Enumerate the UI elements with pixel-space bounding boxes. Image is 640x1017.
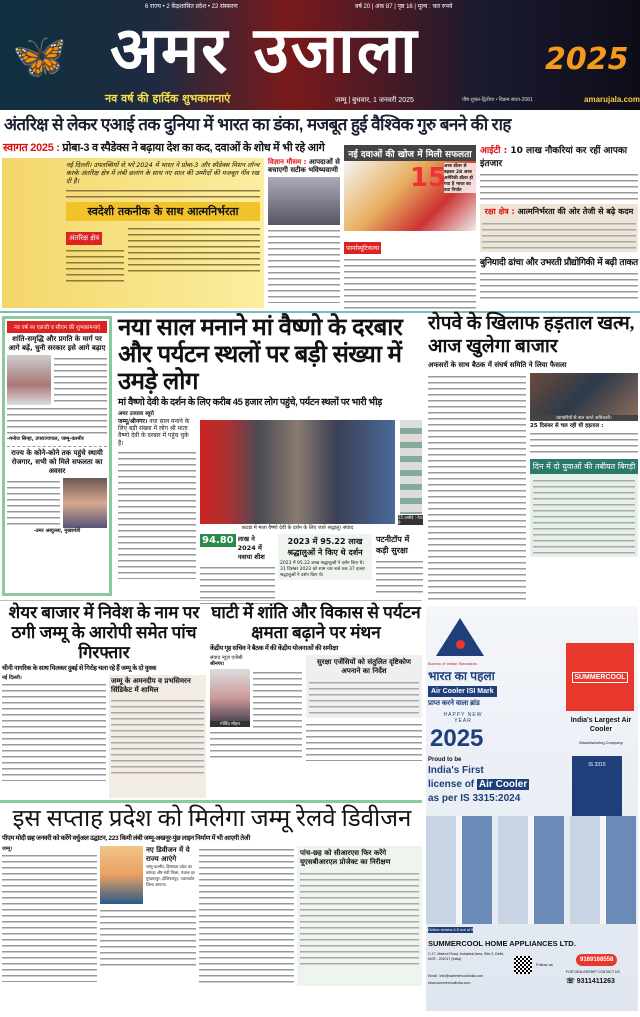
top-headline: अंतरिक्ष से लेकर एआई तक दुनिया में भारत का डंका, मजबूत हुई वैश्विक गुरु बनने की राह bbox=[4, 115, 511, 134]
ad-hindi2: प्राप्त करने वाला ब्रांड bbox=[428, 700, 480, 707]
share-subhead: चीनी नागरिक के साथ मिलकर दुबई से गिरोह चला रहे हैं जम्मू के दो युवक bbox=[2, 665, 157, 672]
year-badge: 2025 bbox=[545, 42, 629, 77]
share-story bbox=[2, 603, 206, 798]
it-column bbox=[480, 143, 638, 310]
banner: स्वदेशी तकनीक के साथ आत्मनिर्भरता bbox=[66, 202, 260, 221]
ad-tagline2: Manufacturing Company bbox=[579, 740, 623, 745]
new-division-title: नए डिवीजन में ये राज्य आएंगे bbox=[146, 846, 190, 863]
weather-label: विज्ञान मौसम : bbox=[268, 158, 307, 166]
calendar: पौष शुक्ल-द्वितीया • विक्रम संवत-2081 bbox=[462, 97, 533, 103]
summercool-ad[interactable] bbox=[426, 606, 638, 1011]
photo-caption: कटड़ा में माता वैष्णो देवी के दर्शन के लिए जाते श्रद्धालु। संवाद bbox=[241, 525, 354, 531]
kicker-label: स्वागत 2025 : bbox=[3, 142, 60, 154]
home-secy-photo bbox=[210, 669, 250, 727]
weather-photo bbox=[268, 177, 340, 225]
space-tag: अंतरिक्ष क्षेत्र bbox=[66, 232, 102, 245]
share-dateline: नई दिल्ली। bbox=[2, 675, 22, 681]
bis-label: Bureau of Indian Standards bbox=[428, 661, 477, 666]
infra-title: बुनियादी ढांचा और उभरती प्रौद्योगिकी में बढ़ी ताकत bbox=[480, 258, 638, 268]
weather-column bbox=[268, 158, 340, 308]
crs-title: पांच-छह को सीआरएस फिर करेंगे यूएसबीआरएल प्रोजेक्ट का निरीक्षण bbox=[300, 849, 391, 866]
dealer-label: FOR DEALERSHIP CONTACT US bbox=[566, 970, 620, 974]
lg-sign: -मनोज सिन्हा, उपराज्यपाल, जम्मू-कश्मीर bbox=[7, 436, 84, 442]
ropeway-story bbox=[428, 312, 638, 602]
rail-headline: इस सप्ताह प्रदेश को मिलेगा जम्मू रेलवे डिवीजन bbox=[12, 806, 412, 832]
lead-body bbox=[118, 418, 423, 608]
phone-icon: ☏ bbox=[566, 978, 575, 985]
company-web[interactable]: www.summercoolindia.com bbox=[428, 981, 471, 985]
ad-happy: HAPPY NEW YEAR bbox=[443, 712, 483, 724]
space-text bbox=[66, 187, 260, 199]
dealer-phone-number: 9311411263 bbox=[576, 978, 615, 985]
ad-tagline: India's Largest Air Cooler bbox=[570, 717, 632, 733]
space-panel bbox=[2, 158, 264, 308]
pharma-tag: फार्मास्यूटिकल्स bbox=[344, 242, 381, 254]
it-label: आईटी : bbox=[480, 146, 508, 156]
officials-photo bbox=[530, 373, 638, 415]
youth-box bbox=[530, 459, 638, 557]
coolers-image bbox=[426, 816, 638, 924]
defence-label: रक्षा क्षेत्र : bbox=[484, 207, 515, 216]
rail-subhead: पीएम मोदी छह जनवरी को करेंगे वर्चुअल उद्घाटन, 223 किमी लंबी जम्मू-अखनूर-पुंछ लाइन निर्माण में भी आएगी तेजी bbox=[2, 835, 250, 842]
new-division-box bbox=[146, 846, 196, 904]
ad-product: Air Cooler bbox=[478, 779, 528, 790]
drugs-column bbox=[344, 145, 476, 310]
modi-photo bbox=[100, 846, 143, 904]
lead-text: नया साल मनाने के लिए बड़ी संख्या में लोग श्री माता वैष्णो देवी के दरबार में पहुंच चुके हैं। bbox=[118, 418, 190, 447]
lg-title: शांति-समृद्धि और प्रगति के मार्ग पर आगे बढ़ें, चुनी सरकार इसे आगे बढ़ाए bbox=[8, 335, 106, 352]
stat-number: 94.80 bbox=[202, 535, 234, 546]
drugs-title: नई दवाओं की खोज में मिली सफलता bbox=[344, 145, 476, 162]
pilgrims-photo bbox=[200, 420, 395, 524]
stat-title: लाख ने 2024 में नवाया शीश bbox=[237, 535, 265, 561]
greeting: नव वर्ष की हार्दिक शुभकामनाएं bbox=[105, 92, 231, 105]
ad-mark: Air Cooler ISI Mark bbox=[428, 686, 497, 697]
greetings-header: नव वर्ष पर एलजी व सीएम की शुभकामनाएं bbox=[7, 321, 107, 333]
valley-subhead: केंद्रीय गृह सचिव ने बैठक में की केंद्रीय योजनाओं की समीक्षा bbox=[210, 645, 339, 652]
weather-title: आपदाओं से बचाएगी सटीक भविष्यवाणी bbox=[268, 158, 340, 175]
ropeway-subhead: अफसरों के साथ बैठक में संघर्ष समिति ने लिया फैसला bbox=[428, 361, 567, 369]
ad-license: license of bbox=[428, 779, 475, 790]
follow-label: Follow us bbox=[536, 962, 553, 967]
isi-label: IS 3315 bbox=[588, 762, 606, 768]
box-text: 2023 में 95.22 लाख श्रद्धालुओं ने दर्शन किए थे। 31 दिसंबर 2023 को शाम चार बजे तक 37 हजार श्रद्धालुओं ने दर्शन किए थे। bbox=[280, 561, 365, 578]
security-box bbox=[306, 655, 422, 718]
valley-headline: घाटी में शांति और विकास से पर्यटन क्षमता बढ़ाने पर मंथन bbox=[211, 603, 421, 642]
logo: अमर उजाला bbox=[110, 14, 419, 88]
ropeway-headline: रोपवे के खिलाफ हड़ताल खत्म, आज खुलेगा बाजार bbox=[428, 313, 635, 357]
space-lead: नई दिल्ली। उपलब्धियों से भरे 2024 में भारत ने प्रोबा-3 और स्पैडेक्स मिशन लॉन्च करके अंतरिक्ष क्षेत्र में लंबी छलांग के साथ नए साल की उम्मीदों की मजबूत नींव रख दी है। bbox=[66, 161, 260, 185]
issue-info: वर्ष 20 | अंक 87 | पृष्ठ 16 | मूल्य : चार रुपये bbox=[355, 4, 453, 10]
lead-byline: अमर उजाला ब्यूरो bbox=[118, 411, 154, 417]
website-link[interactable]: amarujala.com bbox=[584, 95, 640, 104]
inset-page bbox=[400, 420, 422, 514]
box-title: 2023 में 95.22 लाख श्रद्धालुओं ने किए थे दर्शन bbox=[287, 537, 363, 557]
lead-headline: नया साल मनाने मां वैष्णो के दरबार और पर्यटन स्थलों पर बड़ी संख्या में उमड़े लोग bbox=[118, 314, 403, 395]
home-secy-caption: गोविंद मोहन bbox=[210, 721, 250, 727]
company-address: C-17, Meerut Road, Industrial Area, Site-3, Delhi-NCR - 201017 (India) bbox=[428, 952, 505, 961]
stat-box bbox=[200, 534, 275, 604]
lead-story bbox=[118, 314, 423, 598]
security-title: सुरक्षा एजेंसियों को संतुलित दृष्टिकोण अपनाने का निर्देश bbox=[317, 658, 411, 675]
defence-title: आत्मनिर्भरता की ओर तेजी से बढ़े कदम bbox=[517, 207, 634, 216]
ad-standard: as per IS 3315:2024 bbox=[428, 793, 521, 804]
rail-story bbox=[2, 805, 422, 1013]
dealer-phone[interactable] bbox=[566, 977, 615, 986]
syndicate-title: जम्मू के अमनदीप व प्रभसिमरन सिंडिकेट में शामिल bbox=[111, 677, 191, 694]
ad-proud: Proud to be bbox=[428, 757, 462, 763]
ad-review: Online review 4.5 out of 5 bbox=[428, 927, 474, 932]
valley-byline: संवाद न्यूज एजेंसी bbox=[210, 655, 243, 661]
ad-year: 2025 bbox=[430, 725, 484, 752]
top-kicker bbox=[3, 141, 324, 155]
ropeway-photo-caption: व्यापारियों से बात करते अधिकारी। bbox=[530, 415, 638, 421]
pilgrim-stats-box bbox=[278, 534, 372, 580]
drugs-caption: अरब डॉलर से बढ़कर 28 अरब अमेरिकी डॉलर हो गया है भारत का दवा निर्यात bbox=[444, 163, 476, 193]
bis-logo-icon bbox=[436, 618, 484, 656]
strike-title: 25 दिसंबर से चल रही थी हड़ताल : bbox=[530, 423, 604, 429]
dateline: जम्मू | बुधवार, 1 जनवरी 2025 bbox=[335, 97, 414, 104]
patnitop-title: पटनीटॉप में कड़ी सुरक्षा bbox=[376, 535, 410, 555]
drugs-number: 15 bbox=[410, 163, 447, 193]
cm-photo bbox=[63, 478, 107, 528]
youth-box-title: दिन में दो युवाओं की तबीयत बिगड़ी bbox=[530, 459, 638, 474]
ad-hindi1: भारत का पहला bbox=[428, 669, 495, 683]
ad-first: India's First bbox=[428, 765, 484, 776]
valley-story bbox=[210, 603, 422, 798]
brand-logo bbox=[566, 643, 634, 711]
valley-dateline: श्रीनगर। bbox=[210, 661, 225, 667]
company-name: SUMMERCOOL HOME APPLIANCES LTD. bbox=[428, 939, 576, 948]
kicker-text: प्रोबा-3 व स्पैडेक्स ने बढ़ाया देश का कद, दवाओं के शोध में भी रहे आगे bbox=[62, 142, 325, 154]
company-email: Email : info@summercoolindia.com bbox=[428, 974, 483, 978]
service-number[interactable]: 9169168558 bbox=[576, 954, 617, 966]
lg-photo bbox=[7, 355, 51, 405]
masthead bbox=[0, 0, 640, 110]
lead-dateline: जम्मू/श्रीनगर। bbox=[118, 418, 148, 425]
patnitop-story bbox=[376, 534, 423, 594]
new-division-text: जम्मू-कश्मीर, हिमाचल प्रदेश का कांगड़ा और मंडी जिला, पंजाब का गुरदासपुर, होशियारपुर, पठानकोट जिला आएगा। bbox=[146, 864, 195, 887]
cm-sign: -उमर अब्दुल्ला, मुख्यमंत्री bbox=[33, 528, 81, 534]
lead-subhead: मां वैष्णो देवी के दर्शन के लिए करीब 45 हजार लोग पहुंचे, पर्यटन स्थलों पर भारी भीड़ bbox=[118, 397, 382, 408]
inset-caption: 25 उम्मीदें : पेज 9 bbox=[398, 515, 423, 525]
brand-name: SUMMERCOOL bbox=[574, 673, 626, 681]
crs-box bbox=[297, 846, 422, 986]
it-title: 10 लाख नौकरियां कर रहीं आपका इंतजार bbox=[480, 146, 628, 169]
greetings-box bbox=[2, 316, 112, 596]
edition-info: 6 राज्य • 2 केंद्रशासित प्रदेश • 22 संस्करण bbox=[145, 4, 238, 10]
cm-title: राज्य के कोने-कोने तक पहुंचे स्थायी रोजगार, सभी को मिले सफलता का अवसर bbox=[7, 446, 107, 476]
share-headline: शेयर बाजार में निवेश के नाम पर ठगी जम्मू के आरोपी समेत पांच गिरफ्तार bbox=[8, 603, 200, 662]
butterfly-icon: 🦋 bbox=[12, 31, 67, 82]
qr-code-icon bbox=[514, 956, 532, 974]
syndicate-box bbox=[109, 675, 206, 798]
rail-dateline: जम्मू। bbox=[2, 846, 13, 852]
